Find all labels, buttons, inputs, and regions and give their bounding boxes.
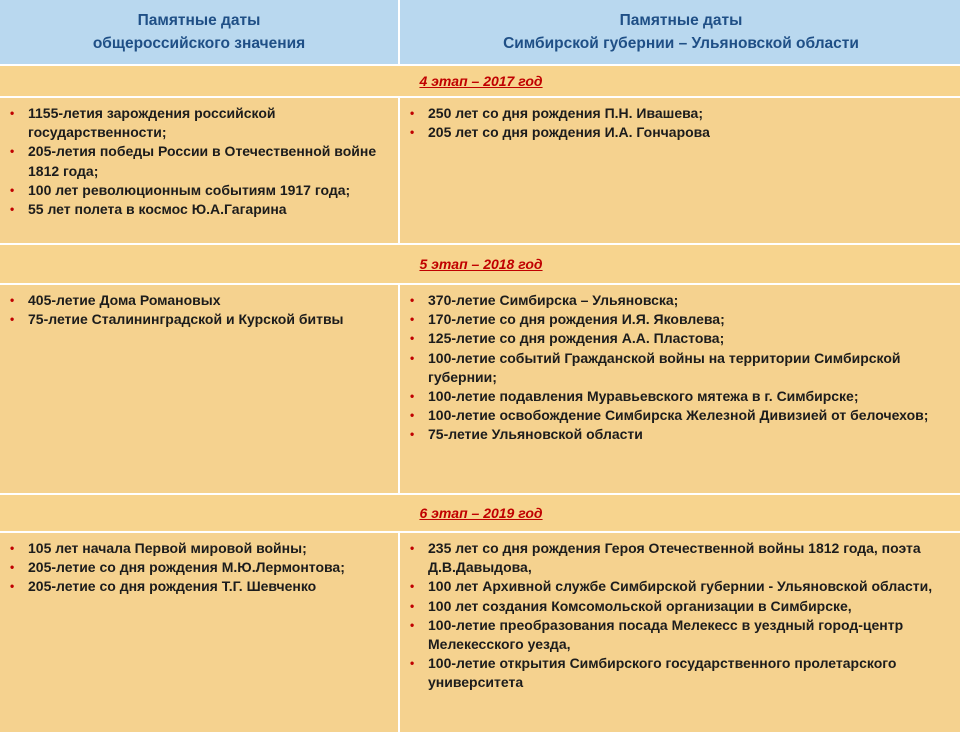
- list-item-text: 170-летие со дня рождения И.Я. Яковлева;: [428, 311, 725, 328]
- stage-title-2019: 6 этап – 2019 год: [0, 495, 960, 531]
- list-item: [408, 616, 952, 654]
- stage-2017-right-cell: [400, 98, 960, 243]
- stage-2019-right-list: [408, 539, 952, 693]
- bullet-icon: •: [10, 541, 15, 555]
- stage-2019-right-cell: [400, 533, 960, 732]
- bullet-icon: •: [10, 293, 15, 307]
- list-item: [408, 104, 952, 123]
- stage-2018-right-cell: [400, 285, 960, 493]
- list-item-text: 100-летие подавления Муравьевского мятежа в г. Симбирске;: [428, 388, 859, 405]
- list-item: [408, 387, 952, 406]
- list-item: [8, 539, 388, 558]
- bullet-icon: •: [410, 598, 415, 613]
- list-item: [408, 310, 952, 329]
- list-item-text: 370-летие Симбирска – Ульяновска;: [428, 292, 679, 308]
- bullet-icon: •: [410, 541, 415, 555]
- list-item: [408, 406, 952, 425]
- list-item-text: 75-летие Сталининградской и Курской битвы: [28, 311, 344, 328]
- stage-2019-left-list: [8, 539, 388, 597]
- list-item-text: 100-летие событий Гражданской войны на территории Симбирской губернии;: [428, 349, 901, 385]
- list-item-text: 205-летие со дня рождения Т.Г. Шевченко: [28, 578, 317, 595]
- list-item: [408, 291, 952, 310]
- list-item-text: 100 лет Архивной службе Симбирской губернии - Ульяновской области,: [428, 578, 933, 595]
- list-item: [8, 558, 388, 577]
- bullet-icon: •: [410, 125, 415, 140]
- header-right-line-2: Симбирской губернии – Ульяновской области: [503, 35, 859, 52]
- list-item-text: 205-летие со дня рождения М.Ю.Лермонтова;: [28, 559, 345, 576]
- list-item: [8, 200, 388, 219]
- header-left: [0, 0, 398, 64]
- list-item-text: 205 лет со дня рождения И.А. Гончарова: [428, 124, 710, 141]
- bullet-icon: •: [10, 579, 15, 594]
- list-item: [408, 123, 952, 142]
- bullet-icon: •: [410, 617, 415, 632]
- stage-2018-left-cell: [0, 285, 398, 493]
- stage-title-2017: 4 этап – 2017 год: [0, 66, 960, 96]
- list-item: [8, 142, 388, 180]
- list-item: [408, 577, 952, 596]
- list-item: [8, 181, 388, 200]
- stage-2017-right-list: [408, 104, 952, 142]
- bullet-icon: •: [410, 350, 415, 365]
- bullet-icon: •: [410, 427, 415, 442]
- list-item-text: 100 лет создания Комсомольской организации в Симбирске,: [428, 597, 852, 614]
- list-item: [8, 291, 388, 310]
- bullet-icon: •: [410, 408, 415, 423]
- list-item: [408, 425, 952, 444]
- stage-2018-right-list: [408, 291, 952, 445]
- list-item-text: 250 лет со дня рождения П.Н. Ивашева;: [428, 105, 704, 121]
- list-item: [8, 104, 388, 142]
- list-item-text: 105 лет начала Первой мировой войны;: [28, 540, 307, 556]
- list-item-text: 100-летие открытия Симбирского государственного пролетарского университета: [428, 655, 897, 691]
- bullet-icon: •: [410, 389, 415, 404]
- bullet-icon: •: [10, 560, 15, 575]
- header-right: [400, 0, 960, 64]
- list-item: [408, 329, 952, 348]
- list-item: [408, 539, 952, 577]
- list-item-text: 55 лет полета в космос Ю.А.Гагарина: [28, 201, 287, 218]
- stage-title-2018: 5 этап – 2018 год: [0, 245, 960, 283]
- bullet-icon: •: [410, 656, 415, 671]
- header-left-line-1: Памятные даты: [137, 12, 261, 29]
- list-item: [408, 654, 952, 692]
- list-item: [8, 577, 388, 596]
- bullet-icon: •: [10, 202, 15, 217]
- list-item-text: 125-летие со дня рождения А.А. Пластова;: [428, 330, 725, 347]
- bullet-icon: •: [410, 312, 415, 327]
- list-item-text: 1155-летия зарождения российской государственности;: [28, 105, 276, 141]
- stage-2017-left-list: [8, 104, 388, 219]
- list-item-text: 405-летие Дома Романовых: [28, 292, 221, 308]
- list-item: [8, 310, 388, 329]
- bullet-icon: •: [10, 182, 15, 197]
- bullet-icon: •: [10, 106, 15, 120]
- header-right-line-1: Памятные даты: [619, 12, 743, 29]
- header-left-line-2: общероссийского значения: [92, 35, 306, 52]
- stage-2018-left-list: [8, 291, 388, 329]
- bullet-icon: •: [410, 579, 415, 594]
- list-item-text: 100-летие освобождение Симбирска Железной Дивизией от белочехов;: [428, 407, 929, 424]
- list-item-text: 100 лет революционным событиям 1917 года;: [28, 181, 351, 198]
- list-item-text: 205-летия победы России в Отечественной войне 1812 года;: [28, 143, 377, 179]
- bullet-icon: •: [410, 331, 415, 346]
- bullet-icon: •: [10, 312, 15, 327]
- list-item-text: 235 лет со дня рождения Героя Отечественной войны 1812 года, поэта Д.В.Давыдова,: [428, 540, 921, 576]
- bullet-icon: •: [410, 293, 415, 307]
- list-item-text: 100-летие преобразования посада Мелекесс в уездный город-центр Мелекесского уезда,: [428, 616, 904, 653]
- stage-2019-left-cell: [0, 533, 398, 732]
- stage-2017-left-cell: [0, 98, 398, 243]
- bullet-icon: •: [10, 144, 15, 159]
- bullet-icon: •: [410, 106, 415, 120]
- list-item-text: 75-летие Ульяновской области: [428, 426, 643, 443]
- list-item: [408, 349, 952, 387]
- list-item: [408, 597, 952, 616]
